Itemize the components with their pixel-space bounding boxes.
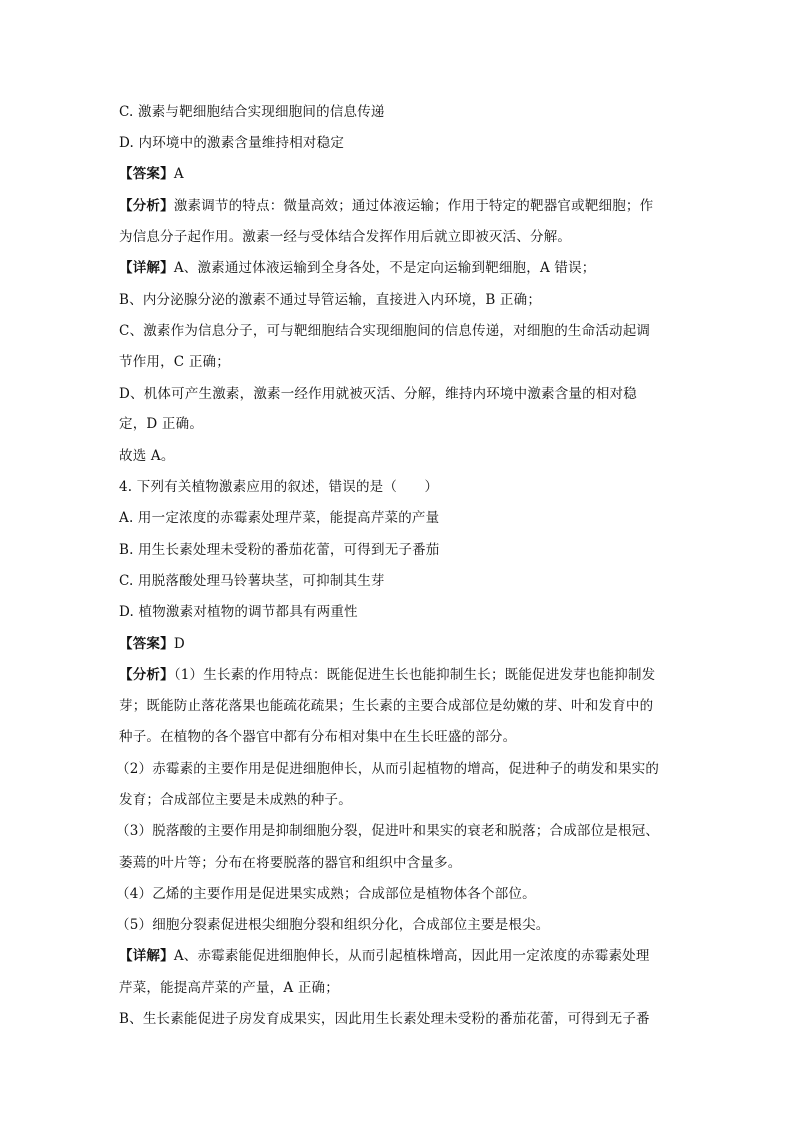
- text-line: D. 内环境中的激素含量维持相对稳定: [119, 135, 345, 151]
- analysis-label: 【分析】: [119, 667, 174, 683]
- text-line: D、机体可产生激素，激素一经作用就被灭活、分解，维持内环境中激素含量的相对稳: [119, 386, 637, 402]
- text-line: C、激素作为信息分子，可与靶细胞结合实现细胞间的信息传递，对细胞的生命活动起调: [119, 323, 651, 339]
- text-line: （4）乙烯的主要作用是促进果实成熟；合成部位是植物体各个部位。: [116, 886, 536, 902]
- text-line: 故选 A。: [119, 448, 175, 464]
- detail-label: 【详解】: [119, 948, 174, 964]
- answer-line: 【答案】D: [119, 636, 185, 652]
- text-line: 芹菜，能提高芹菜的产量，A 正确；: [119, 980, 339, 996]
- text-line: 为信息分子起作用。激素一经与受体结合发挥作用后就立即被灭活、分解。: [119, 229, 572, 245]
- option-b: B. 用生长素处理未受粉的番茄花蕾，可得到无子番茄: [119, 542, 440, 558]
- text-line: 定，D 正确。: [119, 416, 204, 432]
- question-line: 4. 下列有关植物激素应用的叙述，错误的是（ ）: [119, 479, 439, 495]
- detail-line: 【详解】A、赤霉素能促进细胞伸长，从而引起植株增高，因此用一定浓度的赤霉素处理: [119, 948, 650, 964]
- answer-label: 【答案】: [119, 166, 174, 182]
- text-line: C. 激素与靶细胞结合实现细胞间的信息传递: [119, 104, 385, 120]
- text-line: B、内分泌腺分泌的激素不通过导管运输，直接进入内环境，B 正确；: [119, 292, 542, 308]
- analysis-line: 【分析】激素调节的特点：微量高效；通过体液运输；作用于特定的靶器官或靶细胞；作: [119, 198, 654, 214]
- option-c: C. 用脱落酸处理马铃薯块茎，可抑制其生芽: [119, 573, 385, 589]
- text-line: （3）脱落酸的主要作用是抑制细胞分裂，促进叶和果实的衰老和脱落；合成部位是根冠、: [116, 823, 660, 839]
- analysis-line: 【分析】（1）生长素的作用特点：既能促进生长也能抑制生长；既能促进发芽也能抑制发: [119, 667, 656, 683]
- text-line: 萎蔫的叶片等；分布在将要脱落的器官和组织中含量多。: [119, 855, 462, 871]
- answer-line: 【答案】A: [119, 166, 184, 182]
- text-line: （5）细胞分裂素促进根尖细胞分裂和组织分化，合成部位主要是根尖。: [116, 917, 550, 933]
- detail-label: 【详解】: [119, 260, 174, 276]
- text-line: （2）赤霉素的主要作用是促进细胞伸长，从而引起植物的增高，促进种子的萌发和果实的: [116, 761, 660, 777]
- text-line: B、生长素能促进子房发育成果实，因此用生长素处理未受粉的番茄花蕾，可得到无子番: [119, 1011, 650, 1027]
- text-line: 芽；既能防止落花落果也能疏花疏果；生长素的主要合成部位是幼嫩的芽、叶和发育中的: [119, 698, 654, 714]
- option-a: A. 用一定浓度的赤霉素处理芹菜，能提高芹菜的产量: [119, 510, 440, 526]
- answer-label: 【答案】: [119, 636, 174, 652]
- detail-line: 【详解】A、激素通过体液运输到全身各处，不是定向运输到靶细胞，A 错误；: [119, 260, 596, 276]
- option-d: D. 植物激素对植物的调节都具有两重性: [119, 604, 358, 620]
- text-line: 节作用，C 正确；: [119, 354, 230, 370]
- text-line: 发育；合成部位主要是未成熟的种子。: [119, 792, 352, 808]
- text-line: 种子。在植物的各个器官中都有分布相对集中在生长旺盛的部分。: [119, 729, 517, 745]
- analysis-label: 【分析】: [119, 198, 174, 214]
